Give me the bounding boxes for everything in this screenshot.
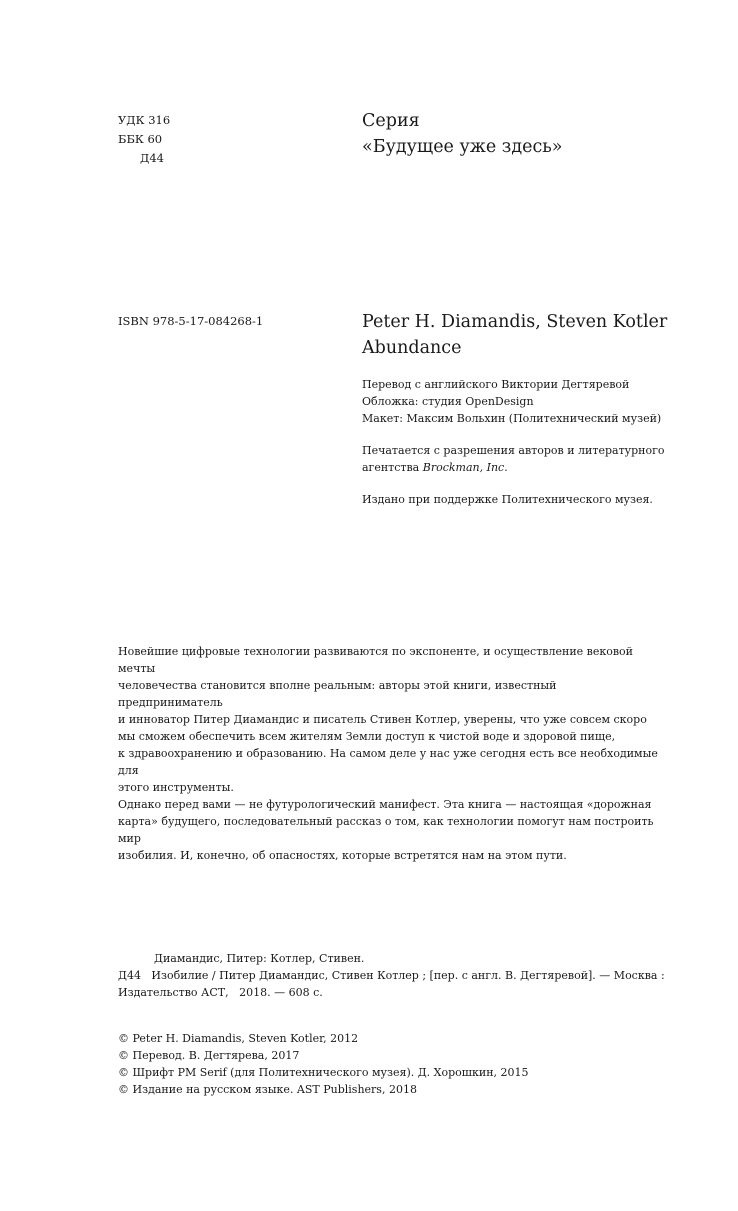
udk-code: УДК 316 <box>118 113 171 127</box>
copyright-line: © Перевод. В. Дегтярева, 2017 <box>118 1049 300 1062</box>
series-block <box>362 108 563 160</box>
cover-credit: Обложка: студия OpenDesign <box>362 395 534 408</box>
author-mark: Д44 <box>140 151 164 165</box>
permission-line-1: Печатается с разрешения авторов и литературного <box>362 444 665 457</box>
bibliographic-record <box>118 950 665 1001</box>
series-name: «Будущее уже здесь» <box>362 137 563 157</box>
annotation-line: человечества становится вполне реальным: авторы этой книги, известный предприниматель <box>118 679 557 709</box>
permission-agency-prefix: агентства <box>362 461 423 474</box>
copyright-line: © Peter H. Diamandis, Steven Kotler, 2012 <box>118 1032 359 1045</box>
isbn: ISBN 978-5-17-084268-1 <box>118 314 264 328</box>
support-note: Издано при поддержке Политехнического музея. <box>362 493 653 506</box>
annotation-line: этого инструменты. <box>118 781 234 794</box>
translation-credit: Перевод с английского Виктории Дегтяревой <box>362 378 630 391</box>
annotation-line: Новейшие цифровые технологии развиваются по экспоненте, и осуществление вековой мечты <box>118 645 634 675</box>
annotation <box>118 643 658 864</box>
biblio-line: Издательство АСТ, 2018. — 608 с. <box>118 986 323 999</box>
agency-name: Brockman, Inc. <box>422 461 508 474</box>
credits-block <box>362 376 665 508</box>
bbk-code: ББК 60 <box>118 132 163 146</box>
permission-line-2 <box>362 459 665 476</box>
annotation-line: и инноватор Питер Диамандис и писатель Стивен Котлер, уверены, что уже совсем скоро <box>118 713 647 726</box>
original-title: Abundance <box>362 338 462 358</box>
annotation-line: мы сможем обеспечить всем жителям Земли доступ к чистой воде и здоровой пище, <box>118 730 616 743</box>
copyright-line: © Издание на русском языке. AST Publishers, 2018 <box>118 1083 417 1096</box>
annotation-line: Однако перед вами — не футурологический манифест. Эта книга — настоящая «дорожная <box>118 798 652 811</box>
original-authors: Peter H. Diamandis, Steven Kotler <box>362 312 668 332</box>
annotation-line: к здравоохранению и образованию. На самом деле у нас уже сегодня есть все необходимые для <box>118 747 658 777</box>
spacer <box>362 476 665 491</box>
copyright-line: © Шрифт PM Serif (для Политехнического музея). Д. Хорошкин, 2015 <box>118 1066 529 1079</box>
annotation-line: изобилия. И, конечно, об опасностях, которые встретятся нам на этом пути. <box>118 849 567 862</box>
copyright-block <box>118 1030 529 1098</box>
classification-block <box>118 111 170 168</box>
spacer <box>362 427 665 442</box>
series-label: Серия <box>362 111 420 131</box>
biblio-line: Д44 Изобилие / Питер Диамандис, Стивен Котлер ; [пер. с англ. В. Дегтяревой]. — Москва : <box>118 969 665 982</box>
biblio-heading: Диамандис, Питер: Котлер, Стивен. <box>154 952 365 965</box>
layout-credit: Макет: Максим Вольхин (Политехнический музей) <box>362 412 662 425</box>
annotation-line: карта» будущего, последовательный рассказ о том, как технологии помогут нам построить мир <box>118 815 654 845</box>
original-edition-block <box>362 309 667 361</box>
